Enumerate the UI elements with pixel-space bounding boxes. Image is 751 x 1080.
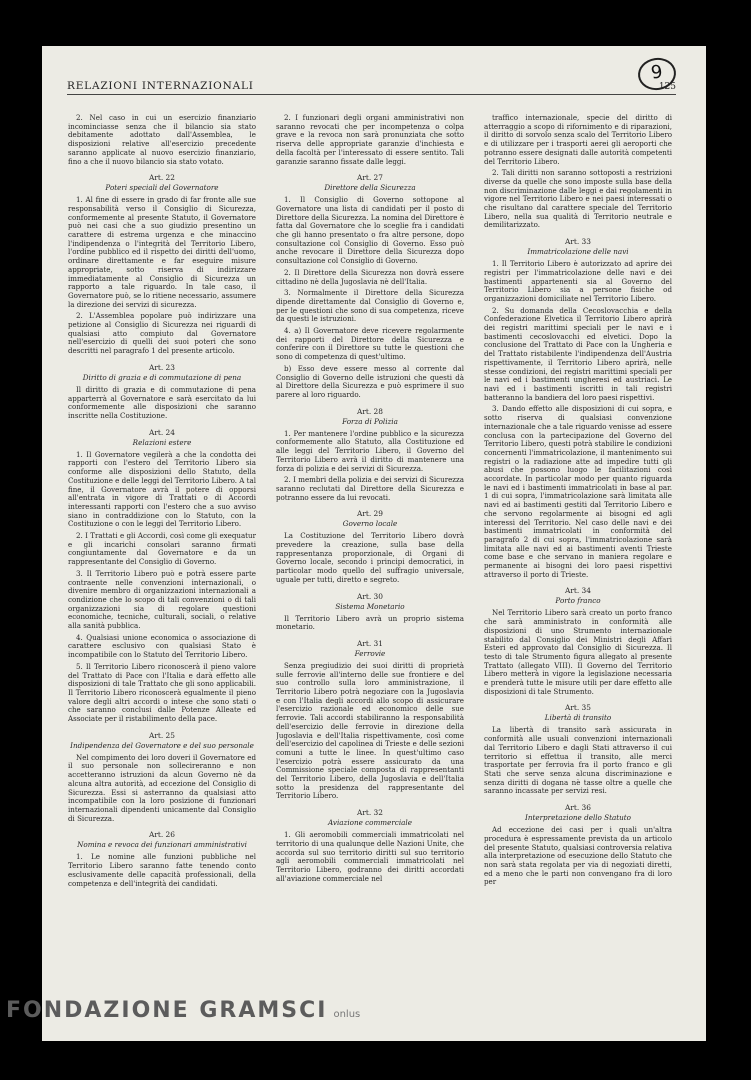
article-heading: Art. 30	[357, 591, 383, 601]
article-heading: Art. 22	[149, 173, 175, 183]
paragraph: 1. Gli aeromobili commerciali immatricolati nel territorio di una qualunque delle Nazioni Unite, che accorda sul suo territorio diritti sul suo territorio agli aeromobili commerciali immatricolati nel Territorio Libero, godranno dei diritti accordati all'aviazione commerciale nel	[276, 830, 464, 883]
paragraph: 3. Normalmente il Direttore della Sicurezza dipende direttamente dal Consiglio di Governo e, per le questioni che sono di sua competenza, riceve da questi le istruzioni.	[276, 288, 464, 324]
article-heading: Art. 32	[357, 808, 383, 818]
article-heading: Art. 31	[357, 638, 383, 648]
paragraph: Senza pregiudizio dei suoi diritti di proprietà sulle ferrovie all'interno delle sue frontiere e del suo controllo sulla loro amministrazione, il Territorio Libero potrà negoziare con la Jugoslavia e con l'Italia degli accordi allo scopo di assicurare l'esercizio razionale ed economico delle sue ferrovie. Tali accordi stabiliranno la responsabilità dell'esercizio delle ferrovie in direzione della Jugoslavia e dell'Italia rispettivamente, così come dell'esercizio del capolinea di Trieste e delle sezioni comuni a tutte le linee. In quest'ultimo caso l'esercizio potrà essere assicurato da una Commissione speciale composta di rappresentanti del Territorio Libero, della Jugoslavia e dell'Italia sotto la presidenza del rappresentante del Territorio Libero.	[276, 660, 464, 801]
article-heading: Art. 26	[149, 830, 175, 840]
handwritten-page-stamp: 9	[636, 56, 678, 93]
paragraph: b) Esso deve essere messo al corrente dal Consiglio di Governo delle istruzioni che questi dà al Direttore della Sicurezza e può esprimere il suo parere al loro riguardo.	[276, 363, 464, 399]
article-subtitle: Diritto di grazia e di commutazione di pena	[82, 372, 242, 382]
paragraph: La Costituzione del Territorio Libero dovrà prevedere la creazione, sulla base della rappresentanza proporzionale, di Organi di Governo locale, secondo i principi democratici, in particolar modo quello del suffragio universale, uguale per tutti, diretto e segreto.	[276, 531, 464, 584]
article-subtitle: Governo locale	[342, 519, 398, 529]
paragraph: 3. Dando effetto alle disposizioni di cui sopra, e sotto riserva di qualsiasi convenzione internazionale che a tale riguardo venisse ad essere conclusa con la partecipazione del Governo del Territorio Libero, questi potrà stabilire le condizioni concernenti l'immatricolazione, il mantenimento sui registri o la radiazione atte ad impedire tutti gli abusi che possono luogo le facilitazioni così accordate. In particolar modo per quanto riguarda le navi ed i bastimenti immatricolati in base al par. 1 di cui sopra, l'immatricolazione sarà limitata alle navi ed ai bastimenti gestiti dal Territorio Libero e che servono regolarmente ai bisogni ed agli interessi del Territorio. Nel caso delle navi e dei bastimenti immatricolati in conformità del paragrafo 2 di cui sopra, l'immatricolazione sarà limitata alle navi ed ai bastimenti aventi Trieste come base e che servano in maniera regolare e permanente ai bisogni dei loro paesi rispettivi attraverso il porto di Trieste.	[484, 404, 672, 579]
column-1	[68, 114, 256, 1024]
article-subtitle: Interpretazione dello Statuto	[525, 813, 631, 823]
paragraph: 3. Il Territorio Libero può e potrà essere parte contraente nelle convenzioni internazionali, o divenire membro di organizzazioni internazionali a condizione che lo scopo di tali convenzioni o di tali organizzazioni sia di regolare questioni economiche, tecniche, culturali, sociali, o relative alla sanità pubblica.	[68, 568, 256, 631]
article-subtitle: Libertà di transito	[544, 713, 612, 723]
watermark-name: FONDAZIONE GRAMSCI	[6, 998, 328, 1023]
article-subtitle: Direttore della Sicurezza	[324, 183, 416, 193]
paragraph: Nel compimento dei loro doveri il Governatore ed il suo personale non sollecireranno e non accetteranno istruzioni da alcun Governo nè da alcuna altra autorità, ad eccezione del Consiglio di Sicurezza. Essi si asterranno da qualsiasi atto incompatibile con la loro posizione di funzionari internazionali dipendenti unicamente dal Consiglio di Sicurezza.	[68, 752, 256, 823]
header-title: RELAZIONI INTERNAZIONALI	[67, 80, 254, 92]
article-heading: Art. 25	[149, 730, 175, 740]
paragraph: Ad eccezione dei casi per i quali un'altra procedura è espressamente prevista da un articolo del presente Statuto, qualsiasi controversia relativa alla interpretazione od esecuzione dello Statuto che non sarà stata regolata per via di negoziati diretti, ed a meno che le parti non convengano fra di loro per	[484, 825, 672, 887]
paragraph: 2. Nel caso in cui un esercizio finanziario incominciasse senza che il bilancio sia stato debitamente adottato dall'Assemblea, le disposizioni relative all'esercizio precedente saranno applicate al nuovo esercizio finanziario, fino a che il nuovo bilancio sia stato votato.	[68, 114, 256, 166]
article-heading: Art. 35	[565, 703, 591, 713]
paragraph: 2. I funzionari degli organi amministrativi non saranno revocati che per incompetenza o colpa grave e la revoca non sarà pronunziata che sotto riserva delle appropriate garanzie d'inchiesta e della facoltà per l'interessato di essere sentito. Tali garanzie saranno fissate dalle leggi.	[276, 114, 464, 166]
paragraph: 2. I membri della polizia e dei servizi di Sicurezza saranno reclutati dal Direttore della Sicurezza e potranno essere da lui revocati.	[276, 475, 464, 502]
archive-watermark	[6, 998, 360, 1023]
article-subtitle: Forza di Polizia	[342, 416, 398, 426]
paragraph: 2. Il Direttore della Sicurezza non dovrà essere cittadino nè della Jugoslavia nè dell'Italia.	[276, 267, 464, 286]
paragraph: 4. Qualsiasi unione economica o associazione di carattere esclusivo con qualsiasi Stato è incompatibile con lo Statuto del Territorio Libero.	[68, 632, 256, 660]
article-subtitle: Indipendenza del Governatore e del suo personale	[70, 740, 254, 750]
paragraph: 1. Il Consiglio di Governo sottopone al Governatore una lista di candidati per il posto di Direttore della Sicurezza. La nomina del Direttore è fatta dal Governatore che lo sceglie fra i candidati che gli hanno presentato o fra altre persone, dopo consultazione col Consiglio di Governo. Esso può anche revocare il Direttore della Sicurezza dopo consultazione col Consiglio di Governo.	[276, 195, 464, 266]
paragraph: 1. Il Governatore vegilerà a che la condotta dei rapporti con l'estero del Territorio Libero sia conforme alle disposizioni dello Statuto, della Costituzione e delle leggi del Territorio Libero. A tal fine, il Governatore avrà il potere di opporsi all'entrata in vigore di Trattati o di Accordi interessanti rapporti con l'estero che a suo avviso siano in contraddizione con lo Statuto, con la Costituzione o con le leggi del Territorio Libero.	[68, 449, 256, 529]
article-subtitle: Ferrovie	[354, 648, 386, 658]
article-subtitle: Aviazione commerciale	[328, 818, 412, 828]
article-heading: Art. 23	[149, 362, 175, 372]
paragraph: 1. Le nomine alle funzioni pubbliche nel Territorio Libero saranno fatte tenendo conto esclusivamente delle capacità professionali, della competenza e dell'integrità dei candidati.	[68, 852, 256, 888]
running-header	[67, 78, 676, 95]
article-heading: Art. 36	[565, 803, 591, 813]
paragraph: Il Territorio Libero avrà un proprio sistema monetario.	[276, 613, 464, 632]
article-heading: Art. 27	[357, 173, 383, 183]
paragraph: traffico internazionale, specie del diritto di atterraggio a scopo di rifornimento e di riparazioni, il diritto di sorvolo senza scalo del Territorio Libero e di utilizzare per i trasporti aerei gli aeroporti che potranno essere designati dalle autorità competenti del Territorio Libero.	[484, 114, 672, 166]
column-3	[484, 114, 672, 1024]
paragraph: La libertà di transito sarà assicurata in conformità alle usuali convenzioni internazionali dal Territorio Libero e dagli Stati attraverso il cui territorio si effettua il transito, alle merci trasportate per ferrovia fra il porto franco e gli Stati che serve senza alcuna discriminazione e senza diritti di dogana nè tasse oltre a quelle che saranno incassate per servizi resi.	[484, 725, 672, 796]
paragraph: 4. a) Il Governatore deve ricevere regolarmente dei rapporti del Direttore della Sicurezza e conferire con il Direttore su tutte le questioni che sono di competenza di quest'ultimo.	[276, 326, 464, 362]
watermark-suffix: onlus	[333, 1009, 361, 1020]
paragraph: 5. Il Territorio Libero riconoscerà il pieno valore del Trattato di Pace con l'Italia e darà effetto alle disposizioni di tale Trattato che gli sono applicabili. Il Territorio Libero riconoscerà egualmente il pieno valore degli altri accordi o intese che sono stati o che saranno conclusi dalle Potenze Alleate ed Associate per il ristabilimento della pace.	[68, 661, 256, 724]
paragraph: 1. Per mantenere l'ordine pubblico e la sicurezza conformemente allo Statuto, alla Costituzione ed alle leggi del Territorio Libero, il Governo del Territorio Libero avrà il diritto di mantenere una forza di polizia e dei servizi di Sicurezza.	[276, 428, 464, 473]
article-heading: Art. 29	[357, 509, 383, 519]
article-subtitle: Nomina e revoca dei funzionari amministrativi	[77, 840, 247, 850]
paragraph: 2. I Trattati e gli Accordi, così come gli exequatur e gli incarichi consolari saranno firmati congiuntamente dal Governatore e da un rappresentante del Consiglio di Governo.	[68, 531, 256, 567]
article-subtitle: Porto franco	[555, 596, 601, 606]
article-heading: Art. 33	[565, 237, 591, 247]
text-columns	[68, 114, 672, 1024]
article-heading: Art. 34	[565, 586, 591, 596]
article-subtitle: Poteri speciali del Governatore	[105, 183, 219, 193]
article-heading: Art. 24	[149, 427, 175, 437]
paragraph: Il diritto di grazia e di commutazione di pena apparterrà al Governatore e sarà esercitato da lui conformemente alle disposizioni che saranno inscritte nella Costituzione.	[68, 384, 256, 420]
article-subtitle: Relazioni estere	[132, 437, 192, 447]
article-subtitle: Sistema Monetario	[335, 601, 405, 611]
page-number: 125	[658, 82, 676, 92]
paragraph: 1. Il Territorio Libero è autorizzato ad aprire dei registri per l'immatricolazione delle navi e dei bastimenti appartenenti sia al Governo del Territorio Libero sia a persone fisiche od organizzazioni domiciliate nel Territorio Libero.	[484, 259, 672, 303]
paragraph: 1. Al fine di essere in grado di far fronte alle sue responsabilità verso il Consiglio di Sicurezza, conformemente al presente Statuto, il Governatore può nei casi che a suo giudizio presentino un carattere di estrema urgenza e che minaccino l'indipendenza o l'integrità del Territorio Libero, l'ordine pubblico ed il rispetto dei diritti dell'uomo, ordinare direttamente e far eseguire misure appropriate, sotto riserva di indirizzare immediatamente al Consiglio di Sicurezza un rapporto a tale riguardo. In tale caso, il Governatore può, se lo ritiene necessario, assumere la direzione dei servizi di sicurezza.	[68, 195, 256, 309]
column-2	[276, 114, 464, 1024]
paragraph: 2. Su domanda della Cecoslovacchia e della Confederazione Elvetica il Territorio Libero aprirà dei registri marittimi speciali per le navi e i bastimenti cecoslovacchi ed elvetici. Dopo la conclusione del Trattato di Pace con la Ungheria e del Trattato ristabilente l'indipendenza dell'Austria rispettivamente, il Territorio Libero aprirà, nelle stesse condizioni, dei registri marittimi speciali per le navi ed i bastimenti ungheresi ed austriaci. Le navi ed i bastimenti iscritti in tali registri batteranno la bandiera del loro paesi rispettivi.	[484, 305, 672, 402]
paragraph: 2. Tali diritti non saranno sottoposti a restrizioni diverse da quelle che sono imposte sulla base della non discriminazione dalle leggi e dai regolamenti in vigore nel Territorio Libero e nei paesi interessati o che risultano dal carattere speciale del Territorio Libero, nella sua qualità di Territorio neutrale e demilitarizzato.	[484, 168, 672, 230]
paragraph: 2. L'Assemblea popolare può indirizzare una petizione al Consiglio di Sicurezza nei riguardi di qualsiasi atto compiuto dal Governatore nell'esercizio di quelli dei suoi poteri che sono descritti nel paragrafo 1 del presente articolo.	[68, 311, 256, 356]
article-heading: Art. 28	[357, 406, 383, 416]
document-page	[42, 46, 706, 1041]
paragraph: Nel Territorio Libero sarà creato un porto franco che sarà amministrato in conformità alle disposizioni di uno Strumento internazionale stabilito dal Consiglio dei Ministri degli Affari Esteri ed approvato dal Consiglio di Sicurezza. Il testo di tale Strumento figura allegato al presente Trattato (allegato VIII). Il Governo del Territorio Libero metterà in vigore la legislazione necessaria e prenderà tutte le misure utili per dare effetto alle disposizioni di tale Strumento.	[484, 608, 672, 696]
article-subtitle: Immatricolazione delle navi	[527, 247, 629, 257]
